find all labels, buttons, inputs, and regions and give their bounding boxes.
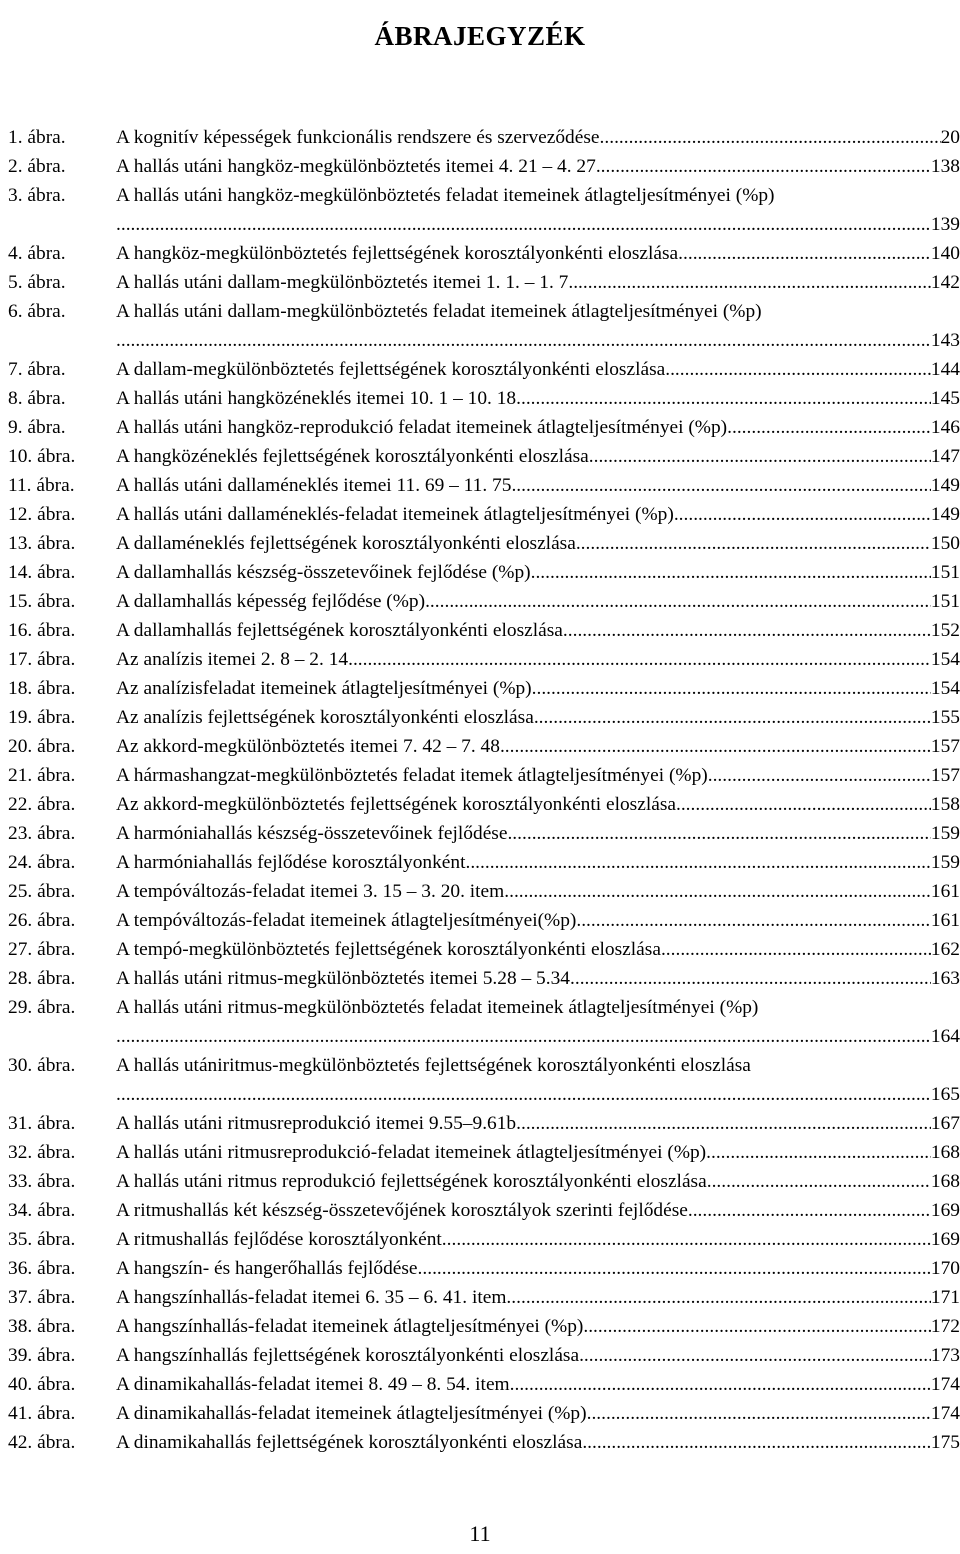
page-ref[interactable]: 175 [930,1432,960,1453]
dot-leader [568,616,931,645]
dot-leader [516,1109,931,1138]
figure-caption: A tempóváltozás-feladat itemei 3. 15 – 3. 20. item [116,881,505,902]
figure-number: 3. ábra. [8,185,66,206]
toc-entry[interactable] [8,1312,960,1341]
figure-number: 18. ábra. [8,678,76,699]
toc-entry[interactable] [8,1109,960,1138]
dot-leader [504,877,931,906]
figure-caption: A dallam-megkülönböztetés fejlettségének korosztályonkénti eloszlása [116,359,666,380]
page-ref[interactable]: 168 [930,1142,960,1163]
figure-caption: A hangszínhallás-feladat itemeinek átlagteljesítményei (%p) [116,1316,584,1337]
figure-number: 29. ábra. [8,997,76,1018]
dot-leader [532,674,931,703]
figure-number: 37. ábra. [8,1287,76,1308]
toc-entry[interactable] [8,761,960,790]
page-ref[interactable]: 152 [930,620,960,641]
toc-entry[interactable] [8,384,960,413]
dot-leader [582,1428,931,1457]
toc-entry[interactable] [8,964,960,993]
toc-entry[interactable] [8,645,960,674]
page-ref[interactable]: 171 [930,1287,960,1308]
page-ref[interactable]: 140 [930,243,960,264]
figure-number: 22. ábra. [8,794,76,815]
figure-caption: A tempóváltozás-feladat itemeinek átlagteljesítményei(%p) [116,910,577,931]
toc-entry[interactable] [8,1051,960,1109]
figure-caption: A hármashangzat-megkülönböztetés feladat itemek átlagteljesítményei (%p) [116,765,708,786]
dot-leader [601,152,931,181]
page-ref[interactable]: 161 [930,881,960,902]
figure-number: 17. ábra. [8,649,76,670]
figure-number: 10. ábra. [8,446,76,467]
figure-caption: A tempó-megkülönböztetés fejlettségének korosztályonkénti eloszlása [116,939,661,960]
toc-entry[interactable] [8,1254,960,1283]
figure-caption: A hallás utáni dallaméneklés itemei 11. 69 – 11. 75 [116,475,512,496]
toc-entry[interactable] [8,268,960,297]
figure-number: 11. ábra. [8,475,75,496]
page-ref[interactable]: 173 [930,1345,960,1366]
figure-caption: A hangköz-megkülönböztetés fejlettségének korosztályonkénti eloszlása [116,243,679,264]
figure-number: 21. ábra. [8,765,76,786]
page-ref[interactable]: 167 [930,1113,960,1134]
page-ref[interactable]: 147 [930,446,960,467]
toc-entry[interactable] [8,413,960,442]
figure-number: 23. ábra. [8,823,76,844]
toc-entry[interactable] [8,1196,960,1225]
figure-caption: A hallás utáni ritmus reprodukció fejlettségének korosztályonkénti eloszlása [116,1171,707,1192]
page-ref[interactable]: 151 [930,562,960,583]
dot-leader [727,413,931,442]
toc-entry[interactable] [8,848,960,877]
page-ref[interactable]: 169 [930,1200,960,1221]
toc-entry[interactable] [8,1341,960,1370]
figure-number: 2. ábra. [8,156,66,177]
dot-leader [470,848,931,877]
page-ref[interactable]: 168 [930,1171,960,1192]
page-ref[interactable]: 138 [930,156,960,177]
figure-caption: A hallás utáni hangköz-megkülönböztetés feladat itemeinek átlagteljesítményei (%p) [116,185,775,206]
toc-entry[interactable] [8,877,960,906]
figure-caption: A hallás utáni ritmus-megkülönböztetés itemei 5.28 – 5.34 [116,968,570,989]
toc-entry[interactable] [8,1225,960,1254]
figure-caption: Az analízis fejlettségének korosztályonkénti eloszlása [116,707,534,728]
page-ref[interactable]: 149 [930,475,960,496]
figure-caption: A dallamhallás képesség fejlődése (%p) [116,591,426,612]
toc-entry[interactable] [8,471,960,500]
dot-leader [510,1370,931,1399]
figure-number: 25. ábra. [8,881,76,902]
dot-leader [707,1167,931,1196]
figure-caption: A ritmushallás két készség-összetevőjének korosztályok szerinti fejlődése [116,1200,688,1221]
toc-entry[interactable] [8,935,960,964]
page-ref[interactable]: 170 [930,1258,960,1279]
figure-number: 28. ábra. [8,968,76,989]
page-ref[interactable]: 154 [930,678,960,699]
figure-caption: A hallás utáni ritmusreprodukció itemei 9.55–9.61b [116,1113,517,1134]
page-ref[interactable]: 169 [930,1229,960,1250]
figure-caption: A hallás utániritmus-megkülönböztetés fejlettségének korosztályonkénti eloszlása [116,1055,751,1076]
dot-leader [516,384,931,413]
dot-leader [681,790,931,819]
page-number: 11 [469,1521,491,1546]
page-ref[interactable]: 146 [930,417,960,438]
toc-entry[interactable] [8,442,960,471]
figure-number: 20. ábra. [8,736,76,757]
figure-number: 32. ábra. [8,1142,76,1163]
toc-entry[interactable] [8,1167,960,1196]
figure-caption: A kognitív képességek funkcionális rendszere és szerveződése. [116,127,605,148]
page-ref[interactable]: 163 [930,968,960,989]
figure-number: 15. ábra. [8,591,76,612]
toc-entry[interactable] [8,529,960,558]
page-ref[interactable]: 155 [930,707,960,728]
figure-caption: A dinamikahallás fejlettségének korosztályonkénti eloszlása [116,1432,583,1453]
page-ref[interactable]: 154 [930,649,960,670]
toc-entry[interactable] [8,819,960,848]
figure-number: 24. ábra. [8,852,76,873]
figure-caption: A dinamikahallás-feladat itemeinek átlagteljesítményei (%p) [116,1403,587,1424]
figure-caption: A hangszín- és hangerőhallás fejlődése [116,1258,418,1279]
toc-entry[interactable] [8,500,960,529]
dot-leader [418,1254,931,1283]
dot-leader [116,1022,931,1051]
figure-number: 42. ábra. [8,1432,76,1453]
figure-number: 12. ábra. [8,504,76,525]
toc-entry[interactable] [8,1428,960,1457]
dot-leader [587,1399,931,1428]
figure-caption: A dinamikahallás-feladat itemei 8. 49 – 8. 54. item [116,1374,510,1395]
page-ref[interactable]: 157 [930,765,960,786]
page-ref[interactable]: 165 [930,1084,960,1105]
figure-caption: A hangszínhallás-feladat itemei 6. 35 – 6. 41. item [116,1287,507,1308]
page-ref[interactable]: 174 [930,1403,960,1424]
figure-caption: A harmóniahallás készség-összetevőinek fejlődése [116,823,508,844]
page-ref[interactable]: 144 [930,359,960,380]
dot-leader [674,500,931,529]
page-ref[interactable]: 159 [930,823,960,844]
dot-leader [706,1138,931,1167]
page-ref[interactable]: 162 [930,939,960,960]
dot-leader [447,1225,931,1254]
dot-leader [665,355,931,384]
figure-number: 33. ábra. [8,1171,76,1192]
page-ref[interactable]: 158 [930,794,960,815]
figure-number: 19. ábra. [8,707,76,728]
figure-number: 4. ábra. [8,243,66,264]
figure-number: 35. ábra. [8,1229,76,1250]
figure-caption: A harmóniahallás fejlődése korosztályonként. [116,852,471,873]
figure-number: 16. ábra. [8,620,76,641]
dot-leader [570,964,931,993]
figure-list [8,123,960,1457]
page-ref[interactable]: 142 [930,272,960,293]
toc-entry[interactable] [8,239,960,268]
page-ref[interactable]: 150 [930,533,960,554]
dot-leader [116,210,931,239]
toc-entry[interactable] [8,790,960,819]
figure-caption: Az analízis itemei 2. 8 – 2. 14 [116,649,349,670]
page-ref[interactable]: 172 [930,1316,960,1337]
toc-entry[interactable] [8,1138,960,1167]
dot-leader [534,703,931,732]
dot-leader [425,587,931,616]
figure-caption: A hallás utáni dallam-megkülönböztetés itemei 1. 1. – 1. 7. [116,272,574,293]
figure-number: 41. ábra. [8,1403,76,1424]
figure-caption: A hangszínhallás fejlettségének korosztályonkénti eloszlása [116,1345,580,1366]
toc-entry[interactable] [8,181,960,239]
figure-number: 27. ábra. [8,939,76,960]
figure-caption: A dallamhallás készség-összetevőinek fejlődése (%p) [116,562,531,583]
dot-leader [507,819,930,848]
dot-leader [576,529,931,558]
figure-number: 5. ábra. [8,272,66,293]
dot-leader [708,761,931,790]
dot-leader [678,239,931,268]
page-ref[interactable]: 145 [930,388,960,409]
toc-entry[interactable] [8,674,960,703]
dot-leader [579,1341,931,1370]
dot-leader [116,326,931,355]
figure-number: 40. ábra. [8,1374,76,1395]
figure-caption: A ritmushallás fejlődése korosztályonként. [116,1229,447,1250]
dot-leader [573,268,931,297]
figure-number: 7. ábra. [8,359,66,380]
toc-entry[interactable] [8,906,960,935]
figure-number: 26. ábra. [8,910,76,931]
dot-leader [500,732,931,761]
page-ref[interactable]: 143 [930,330,960,351]
toc-entry[interactable] [8,703,960,732]
toc-entry[interactable] [8,355,960,384]
figure-caption: A hallás utáni hangközéneklés itemei 10. 1 – 10. 18 [116,388,517,409]
page-ref[interactable]: 174 [930,1374,960,1395]
toc-entry[interactable] [8,558,960,587]
dot-leader [589,442,931,471]
page-ref[interactable]: 149 [930,504,960,525]
dot-leader [661,935,931,964]
figure-caption: A hangközéneklés fejlettségének korosztályonkénti eloszlása [116,446,589,467]
dot-leader [116,1080,931,1109]
toc-entry[interactable] [8,297,960,355]
figure-caption: A dallaméneklés fejlettségének korosztályonkénti eloszlása [116,533,576,554]
figure-number: 34. ábra. [8,1200,76,1221]
figure-number: 39. ábra. [8,1345,76,1366]
figure-number: 1. ábra. [8,127,66,148]
dot-leader [506,1283,930,1312]
figure-caption: Az akkord-megkülönböztetés itemei 7. 42 – 7. 48 [116,736,500,757]
page-ref[interactable]: 159 [930,852,960,873]
dot-leader [348,645,931,674]
figure-caption: Az analízisfeladat itemeinek átlagteljesítményei (%p) [116,678,532,699]
toc-entry[interactable] [8,1283,960,1312]
page-title: ÁBRAJEGYZÉK [374,21,586,52]
toc-entry[interactable] [8,1399,960,1428]
page-ref[interactable]: 151 [930,591,960,612]
figure-caption: A hallás utáni hangköz-megkülönböztetés itemei 4. 21 – 4. 27. [116,156,601,177]
toc-entry[interactable] [8,1370,960,1399]
figure-caption: A hallás utáni dallam-megkülönböztetés feladat itemeinek átlagteljesítményei (%p) [116,301,762,322]
figure-number: 9. ábra. [8,417,66,438]
figure-number: 13. ábra. [8,533,76,554]
figure-number: 8. ábra. [8,388,66,409]
figure-caption: A hallás utáni dallaméneklés-feladat itemeinek átlagteljesítményei (%p) [116,504,674,525]
toc-entry[interactable] [8,587,960,616]
figure-number: 36. ábra. [8,1258,76,1279]
dot-leader [604,123,940,152]
toc-entry[interactable] [8,123,960,152]
figure-number: 30. ábra. [8,1055,76,1076]
figure-caption: A hallás utáni ritmusreprodukció-feladat itemeinek átlagteljesítményei (%p) [116,1142,707,1163]
toc-entry[interactable] [8,152,960,181]
dot-leader [583,1312,931,1341]
figure-caption: A dallamhallás fejlettségének korosztályonkénti eloszlása. [116,620,568,641]
figure-caption: A hallás utáni ritmus-megkülönböztetés feladat itemeinek átlagteljesítményei (%p) [116,997,759,1018]
page-ref[interactable]: 139 [930,214,960,235]
dot-leader [531,558,931,587]
figure-caption: A hallás utáni hangköz-reprodukció feladat itemeinek átlagteljesítményei (%p) [116,417,728,438]
figure-number: 31. ábra. [8,1113,76,1134]
figure-number: 38. ábra. [8,1316,76,1337]
figure-caption: Az akkord-megkülönböztetés fejlettségének korosztályonkénti eloszlása. [116,794,681,815]
toc-entry[interactable] [8,732,960,761]
page-ref[interactable]: 157 [930,736,960,757]
dot-leader [688,1196,931,1225]
dot-leader [576,906,931,935]
figure-number: 14. ábra. [8,562,76,583]
page-ref[interactable]: 20 [940,127,960,148]
dot-leader [511,471,930,500]
toc-entry[interactable] [8,993,960,1051]
figure-number: 6. ábra. [8,301,66,322]
toc-entry[interactable] [8,616,960,645]
page-ref[interactable]: 164 [930,1026,960,1047]
page-ref[interactable]: 161 [930,910,960,931]
